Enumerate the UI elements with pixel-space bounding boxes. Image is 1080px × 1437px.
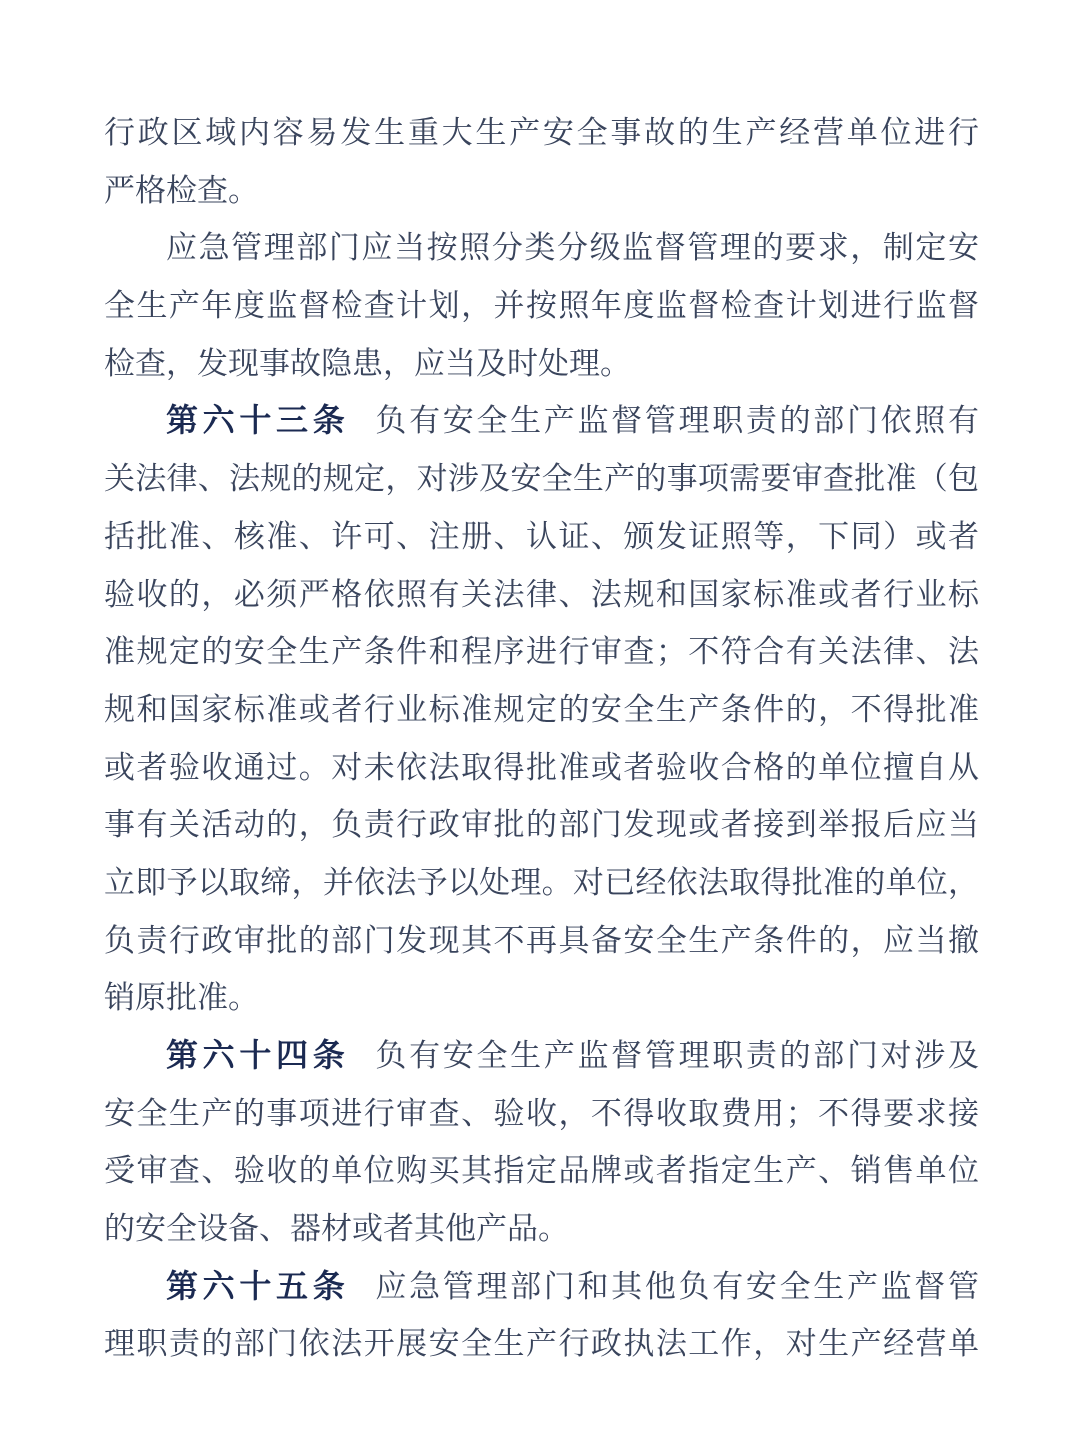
text-line — [104, 335, 979, 393]
text-line — [104, 739, 979, 797]
text-line — [104, 219, 979, 277]
line-text: 立即予以取缔，并依法予以处理。对已经依法取得批准的单位， — [104, 864, 979, 900]
line-text: 受审查、验收的单位购买其指定品牌或者指定生产、销售单位 — [104, 1153, 979, 1189]
line-text: 全生产年度监督检查计划，并按照年度监督检查计划进行监督 — [104, 288, 979, 324]
text-line — [104, 969, 979, 1027]
line-text: 负责行政审批的部门发现其不再具备安全生产条件的，应当撤 — [104, 922, 979, 958]
line-text: 负有安全生产监督管理职责的部门对涉及 — [375, 1038, 979, 1073]
text-line — [104, 623, 979, 681]
text-line — [104, 1142, 979, 1200]
line-text: 理职责的部门依法开展安全生产行政执法工作，对生产经营单 — [104, 1326, 979, 1362]
article-number: 第六十五条 — [166, 1267, 350, 1304]
line-text: 事有关活动的，负责行政审批的部门发现或者接到举报后应当 — [104, 807, 979, 843]
text-line — [104, 1200, 979, 1258]
article-number: 第六十四条 — [166, 1037, 350, 1073]
text-line-article-63 — [104, 392, 979, 450]
line-text: 准规定的安全生产条件和程序进行审查；不符合有关法律、法 — [104, 634, 979, 670]
line-text: 或者验收通过。对未依法取得批准或者验收合格的单位擅自从 — [104, 749, 979, 785]
text-line — [104, 681, 979, 739]
law-text-block — [104, 104, 979, 1373]
text-line — [104, 104, 979, 162]
text-line — [104, 854, 979, 912]
text-line — [104, 450, 979, 508]
article-number: 第六十三条 — [166, 402, 350, 439]
text-line-article-64 — [104, 1027, 979, 1085]
text-line — [104, 912, 979, 970]
line-text: 规和国家标准或者行业标准规定的安全生产条件的，不得批准 — [104, 691, 979, 727]
text-line — [104, 1315, 979, 1373]
text-line — [104, 796, 979, 854]
line-text: 销原批准。 — [104, 980, 259, 1016]
text-line-article-65 — [104, 1258, 979, 1316]
line-text: 安全生产的事项进行审查、验收，不得收取费用；不得要求接 — [104, 1095, 979, 1131]
line-text: 的安全设备、器材或者其他产品。 — [104, 1211, 569, 1247]
line-text: 关法律、法规的规定，对涉及安全生产的事项需要审查批准（包 — [104, 461, 979, 497]
line-text: 应急管理部门应当按照分类分级监督管理的要求，制定安 — [166, 230, 979, 266]
text-line — [104, 566, 979, 624]
text-line — [104, 277, 979, 335]
line-text: 负有安全生产监督管理职责的部门依照有 — [375, 403, 979, 439]
text-line — [104, 162, 979, 220]
text-line — [104, 508, 979, 566]
line-text: 行政区域内容易发生重大生产安全事故的生产经营单位进行 — [104, 115, 979, 150]
text-line — [104, 1085, 979, 1143]
line-text: 应急管理部门和其他负有安全生产监督管 — [375, 1268, 979, 1304]
line-text: 严格检查。 — [104, 172, 259, 208]
line-text: 括批准、核准、许可、注册、认证、颁发证照等，下同）或者 — [104, 518, 979, 554]
line-text: 验收的，必须严格依照有关法律、法规和国家标准或者行业标 — [104, 576, 979, 612]
line-text: 检查，发现事故隐患，应当及时处理。 — [104, 345, 631, 381]
